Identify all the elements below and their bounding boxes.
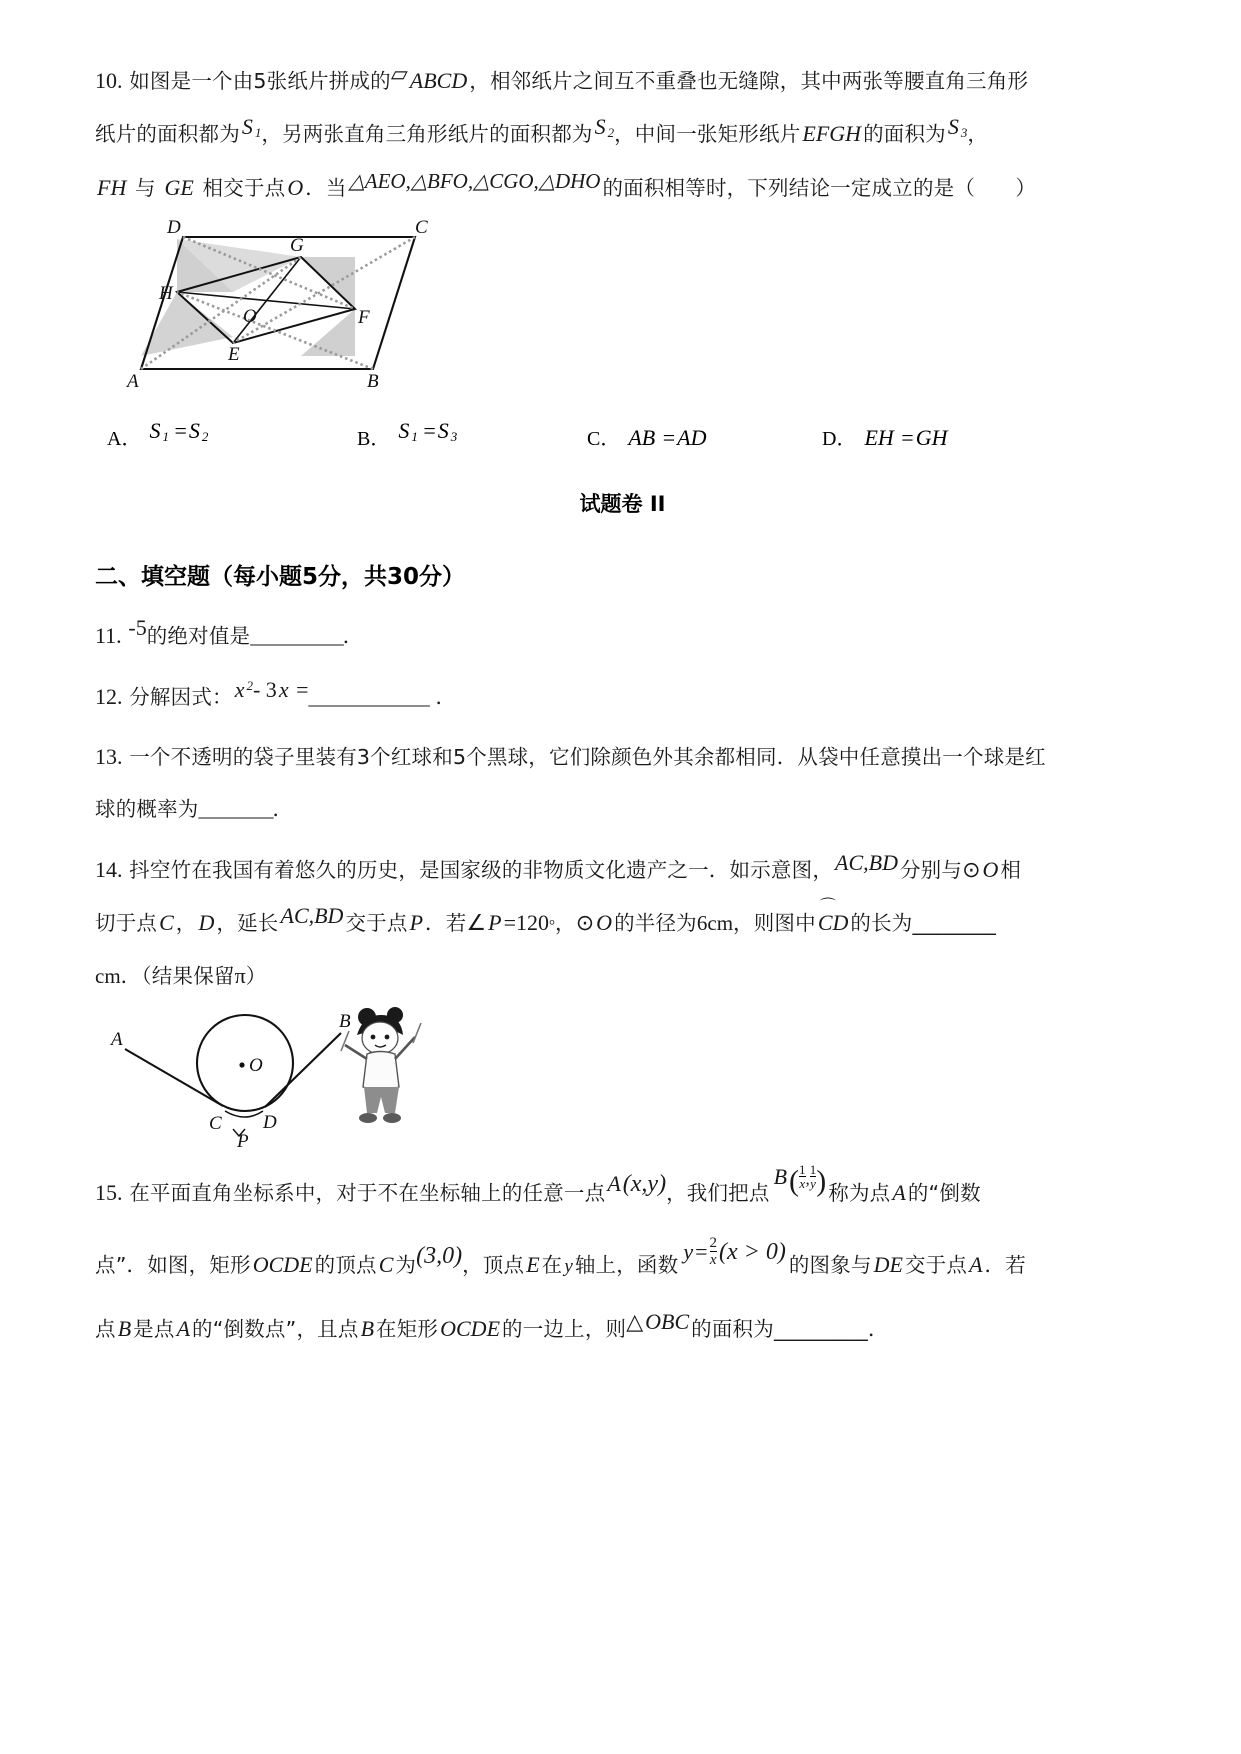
q15-pt-A: A [969, 1252, 983, 1278]
q14-2eq: =120 [503, 909, 550, 935]
q15-2c: 为 [395, 1253, 417, 1278]
q14-line-2 [95, 897, 1150, 935]
q10-text-a: 如图是一个由5张纸片拼成的 [129, 69, 391, 93]
q11-value: 5 [135, 615, 147, 640]
q10-figure [115, 217, 1150, 396]
q14-text-1b: 分别与 [899, 857, 963, 882]
q15-line-3 [95, 1308, 1150, 1341]
q15-fn-eq: = [695, 1239, 708, 1265]
fig-label-H: H [159, 283, 173, 304]
q14-cd: CD [817, 909, 849, 935]
q15-comma: , [805, 1169, 810, 1189]
q15-3g: ． [868, 1316, 889, 1341]
q15-3e: 的一边上，则 [502, 1316, 627, 1341]
question-14 [95, 849, 1150, 1165]
fig-label-B: B [367, 371, 379, 392]
q12-mid: - 3 [252, 676, 277, 702]
triangle-symbol: △ [626, 1308, 644, 1334]
q15-fn-num: 2 [709, 1235, 717, 1252]
fig2-label-A: A [111, 1028, 123, 1050]
q12-x: x [234, 676, 245, 702]
diabolo-boy-illustration [341, 1007, 421, 1123]
q10-text-b: ，相邻纸片之间互不重叠也无缝隙，其中两张等腰直角三角形 [469, 69, 1029, 93]
q15-1c: 称为点 [828, 1181, 891, 1206]
q14-pt-c: C [159, 909, 174, 935]
option-a-label: A． [107, 428, 142, 450]
q14-pt-p: P [409, 909, 424, 935]
q14-line-3 [95, 962, 1150, 988]
angle-symbol: ∠ [466, 909, 487, 935]
q10-l3-a: 与 [135, 176, 156, 200]
option-a[interactable]: A． S $_1$ =S $_2$ [107, 418, 209, 450]
q14-figure [105, 1001, 1150, 1165]
q15-fn-y: y [683, 1239, 694, 1265]
degree-symbol: ° [549, 917, 556, 934]
q14-2b: ，延长 [216, 910, 279, 935]
q14-2g: ，则图中 [733, 910, 816, 935]
q11-text-a: 的绝对值是 [146, 624, 251, 648]
q15-vertex-E: E [526, 1252, 540, 1278]
q15-2i: ．若 [984, 1253, 1026, 1278]
q15-ocde-2: OCDE [440, 1315, 501, 1341]
q10-l3-d: 的面积相等时，下列结论一定成立的是（ ） [602, 176, 1037, 200]
q12-eq: = [296, 676, 309, 702]
q15-pt-B2: B [360, 1315, 375, 1341]
q13-number: 13. [95, 744, 123, 769]
q15-frac1-den: x [799, 1176, 806, 1192]
option-b-label: B． [357, 428, 391, 450]
page-content [95, 61, 1150, 1341]
q14-radius: 6cm [696, 910, 734, 935]
q10-s1: S [241, 114, 253, 139]
q15-3b: 是点 [133, 1316, 175, 1341]
fig2-label-D: D [263, 1111, 277, 1133]
q10-abcd: ABCD [409, 68, 468, 93]
q10-line-3 [95, 169, 1150, 200]
q10-fh: FH [97, 175, 127, 200]
q15-obc: OBC [645, 1308, 690, 1334]
option-c[interactable]: C． AB =AD [587, 422, 822, 451]
q12-blank: _____________ [308, 686, 429, 709]
q10-efgh: EFGH [802, 121, 862, 146]
q10-l2-b: ，另两张直角三角形纸片的面积都为 [261, 122, 593, 146]
q15-frac2-num: 1 [809, 1161, 817, 1177]
question-10 [95, 61, 1150, 452]
question-15 [95, 1161, 1150, 1341]
q13-blank: ________ [198, 799, 273, 821]
q15-2f: 轴上，函数 [574, 1253, 679, 1278]
q14-2e: ， [555, 910, 576, 935]
q12-x2: x [278, 676, 289, 702]
fig-label-D: D [167, 217, 181, 238]
q10-l2-d: 的面积为 [863, 122, 946, 146]
q15-3d: 在矩形 [376, 1316, 439, 1341]
circle-tangent-figure-svg [105, 1001, 435, 1161]
fig-label-A: A [127, 371, 139, 392]
q11-minus: - [128, 615, 136, 640]
q15-1d: 的“倒数 [907, 1181, 981, 1206]
q10-s2: S [594, 114, 606, 139]
q15-point-A: A [607, 1171, 621, 1197]
q15-point-B: B [773, 1164, 788, 1190]
q15-pt-A2: A [176, 1315, 191, 1341]
q14-o-2: O [596, 909, 613, 935]
q15-1b: ，我们把点 [666, 1181, 770, 1206]
q15-3c: 的“倒数点”，且点 [192, 1316, 359, 1341]
q15-2e: 在 [541, 1253, 563, 1278]
q10-number: 10. [95, 68, 123, 93]
option-d-label: D． [822, 428, 857, 450]
q10-s3-sub: 3 [960, 125, 968, 140]
q12-number: 12. [95, 683, 123, 709]
q14-2sep: ， [175, 910, 197, 935]
circle-o-symbol: ⊙ [962, 856, 981, 882]
paper-section-title: 试题卷 II [579, 492, 666, 516]
fig-label-E: E [228, 344, 240, 365]
question-13 [95, 746, 1150, 821]
option-d[interactable]: D． EH =GH [822, 422, 949, 451]
fig2-label-B: B [339, 1010, 351, 1032]
pi-symbol: π [234, 962, 246, 988]
q10-line-2 [95, 114, 1150, 146]
option-c-label: C． [587, 428, 621, 450]
q10-l2-a: 纸片的面积都为 [95, 122, 240, 146]
q15-frac1-num: 1 [799, 1161, 806, 1177]
q11-blank: __________ [250, 626, 343, 648]
fig-label-G: G [290, 235, 304, 256]
q14-text-1a: 抖空竹在我国有着悠久的历史，是国家级的非物质文化遗产之一．如示意图， [129, 857, 834, 882]
option-b[interactable]: B． S $_1$ =S $_3$ [357, 418, 458, 450]
fig-label-O: O [243, 306, 257, 327]
q15-2a: 点”．如图，矩形 [95, 1253, 251, 1278]
arc-symbol: ⌒ [819, 897, 836, 915]
q15-ocde: OCDE [252, 1252, 313, 1278]
q14-number: 14. [95, 856, 123, 882]
q13-line-2 [95, 799, 1150, 821]
q15-3f: 的面积为_________ [691, 1316, 868, 1341]
q10-ge: GE [164, 175, 194, 200]
q15-fn-den: x [709, 1252, 717, 1269]
q11-text-b: ． [342, 624, 364, 648]
q14-2d: ．若 [425, 910, 467, 935]
q10-s3: S [947, 114, 959, 139]
q12-text-b: ． [435, 684, 457, 709]
q15-number: 15. [95, 1180, 123, 1206]
q14-2a: 切于点 [95, 910, 158, 935]
q14-line-1 [95, 849, 1150, 882]
q15-3a: 点 [95, 1316, 116, 1341]
q14-acbd-2: AC,BD [280, 902, 344, 928]
q15-pt-B: B [117, 1315, 132, 1341]
q14-pt-d: D [198, 909, 215, 935]
parallelogram-figure-svg [115, 217, 475, 392]
q13-text-1: 一个不透明的袋子里装有3个红球和5个黑球，它们除颜色外其余都相同．从袋中任意摸出一个球是红 [129, 745, 1046, 769]
q15-fn-cond: (x > 0) [719, 1239, 786, 1266]
q10-s1-sub: 1 [254, 125, 262, 140]
q15-line-2 [95, 1235, 1150, 1281]
q15-A2: A [892, 1180, 906, 1206]
q10-s2-sub: 2 [607, 125, 615, 140]
q14-2f: 的半径为 [614, 910, 697, 935]
q15-xy: (x,y) [622, 1171, 667, 1198]
question-11 [95, 615, 1150, 648]
q14-3b: ．（结果保留 [120, 963, 235, 988]
q15-vertex-C: C [378, 1252, 394, 1278]
circle-o-symbol-2: ⊙ [575, 909, 595, 935]
fig-label-F: F [358, 307, 370, 328]
q10-l2-c: ，中间一张矩形纸片 [614, 122, 801, 146]
q15-2b: 的顶点 [314, 1253, 377, 1278]
q10-line-1 [95, 61, 1150, 93]
q15-2h: 交于点 [904, 1253, 968, 1278]
q10-point-o: O [287, 175, 304, 200]
q14-o: O [982, 856, 999, 882]
q14-2h: 的长为________ [850, 910, 997, 935]
fig2-label-P: P [237, 1130, 249, 1152]
q10-l3-b: 相交于点 [202, 176, 286, 200]
q15-y-axis: y [564, 1256, 573, 1278]
parallelogram-symbol: ▱ [390, 61, 408, 86]
q10-options [107, 418, 1150, 452]
q10-l2-e: ， [967, 122, 989, 146]
q14-text-1c: 相 [1000, 857, 1022, 882]
q12-exp: 2 [246, 677, 253, 693]
q14-ac-bd: AC,BD [835, 849, 898, 875]
question-12 [95, 676, 1150, 709]
q15-2d: ，顶点 [462, 1253, 525, 1278]
q10-triangles: △AEO,△BFO,△CGO,△DHO [348, 169, 601, 193]
q11-number: 11. [95, 623, 122, 648]
q15-frac2-den: y [810, 1176, 816, 1192]
q15-1a: 在平面直角坐标系中，对于不在坐标轴上的任意一点 [129, 1181, 606, 1206]
fig-label-C: C [415, 217, 428, 238]
q13-text-2b: ． [272, 797, 294, 821]
q14-2c: 交于点 [345, 910, 408, 935]
q14-angle-p: P [488, 909, 502, 935]
section-heading: 二、填空题（每小题5分，共30分） [95, 564, 466, 590]
q15-de: DE [873, 1252, 903, 1278]
q14-3a: cm [95, 963, 121, 988]
q15-coord: (3,0) [416, 1243, 463, 1270]
q13-line-1 [95, 746, 1150, 768]
q15-line-1: 15. 在平面直角坐标系中，对于不在坐标轴上的任意一点 A(x,y) ，我们把点 B( $\frac{1}{x}$ , $\frac{1}{y}$ ) 称为点 A 的“倒数 [95, 1161, 981, 1206]
q12-text-a: 分解因式： [129, 684, 233, 709]
q10-l3-c: ．当 [305, 176, 347, 200]
q13-text-2a: 球的概率为 [95, 797, 199, 821]
q15-2g: 的图象与 [788, 1253, 872, 1278]
fig2-label-O: O [249, 1054, 263, 1076]
q14-3c: ） [245, 963, 267, 988]
fig2-label-C: C [209, 1112, 222, 1134]
